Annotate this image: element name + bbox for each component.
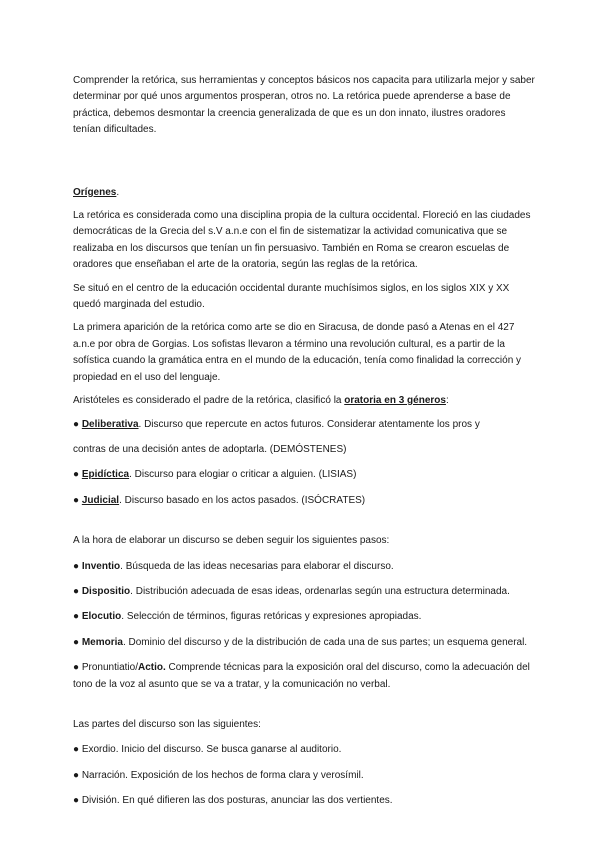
genre-text: . Discurso que repercute en actos futuros. Considerar atentamente los pros y — [138, 418, 480, 430]
genre-text: . Discurso para elogiar o criticar a alguien. (LISIAS) — [129, 469, 357, 481]
step-term: Actio. — [137, 662, 166, 674]
step-text: . Selección de términos, figuras retóricas y expresiones apropiadas. — [121, 611, 422, 623]
step-item-inventio — [73, 559, 535, 575]
bullet-icon: ● — [73, 469, 80, 481]
document-body — [73, 73, 535, 810]
bullet-icon: ● — [73, 744, 80, 756]
genres-link: oratoria en 3 géneros — [344, 395, 446, 407]
p4-after: : — [445, 395, 449, 407]
origins-heading-suffix: . — [116, 186, 120, 198]
bullet-icon: ● — [73, 611, 80, 623]
origins-paragraph-3: La primera aparición de la retórica como arte se dio en Siracusa, de donde pasó a Atenas en el 427 a.n.e por obra de Gorgias. Los sofistas llevaron a término una revolución cultural, es a partir de la sofística cuando la gramática entra en el mundo de la educación, tenía como finalidad la corrección y propiedad en el uso del lenguaje. — [73, 322, 522, 383]
genre-item-deliberativa — [73, 417, 535, 433]
step-text: . Búsqueda de las ideas necesarias para elaborar el discurso. — [120, 560, 394, 572]
step-text: Comprende técnicas para la exposición oral del discurso, como la adecuación del tono de la voz al asunto que se va a tratar, y la comunicación no verbal. — [73, 662, 530, 690]
origins-paragraph-4 — [73, 393, 535, 409]
bullet-icon: ● — [73, 769, 80, 781]
origins-paragraph-1: La retórica es considerada como una disciplina propia de la cultura occidental. Floreció en las ciudades democráticas de la Grecia del s.V a.n.e con el fin de sistematizar la actividad comunicativa que se realizaba en los discursos que tenían un fin persuasivo. También en Roma se crearon escuelas de oradores que enseñaban el arte de la oratoria, según las reglas de la retórica. — [73, 210, 531, 271]
step-term: Elocutio — [81, 611, 122, 623]
section-heading-origins — [73, 185, 535, 201]
part-item-division — [73, 793, 535, 809]
bullet-icon: ● — [73, 560, 80, 572]
intro-paragraph: Comprender la retórica, sus herramientas y conceptos básicos nos capacita para utilizarla mejor y saber determinar por qué unos argumentos prosperan, otros no. La retórica puede aprenderse a base de práctica, debemos desmontar la creencia generalizada de que es un don innato, ilustres oradores tenían dificultades. — [73, 75, 535, 136]
parts-intro: Las partes del discurso son las siguientes: — [73, 718, 261, 730]
bullet-icon: ● — [73, 662, 80, 674]
step-item-elocutio — [73, 609, 535, 625]
part-item-narracion — [73, 768, 535, 784]
bullet-icon: ● — [73, 494, 80, 506]
origins-heading: Orígenes — [73, 186, 117, 198]
step-text: . Distribución adecuada de esas ideas, ordenarlas según una estructura determinada. — [130, 585, 510, 597]
part-text: Narración. Exposición de los hechos de forma clara y verosímil. — [81, 769, 364, 781]
genre-text: . Discurso basado en los actos pasados. (ISÓCRATES) — [119, 494, 366, 506]
genre-term: Epidíctica — [81, 469, 130, 481]
part-item-exordio — [73, 742, 535, 758]
genre-item-deliberativa-cont: contras de una decisión antes de adoptarla. (DEMÓSTENES) — [73, 443, 347, 455]
step-term: Dispositio — [81, 585, 131, 597]
step-item-memoria — [73, 635, 535, 651]
part-text: Exordio. Inicio del discurso. Se busca ganarse al auditorio. — [81, 744, 342, 756]
step-term: Inventio — [81, 560, 121, 572]
step-term: Memoria — [81, 636, 123, 648]
bullet-icon: ● — [73, 585, 80, 597]
bullet-icon: ● — [73, 636, 80, 648]
step-term-plain: Pronuntiatio/ — [81, 662, 138, 674]
bullet-icon: ● — [73, 418, 80, 430]
origins-paragraph-2: Se situó en el centro de la educación occidental durante muchísimos siglos, en los siglos XIX y XX quedó marginada del estudio. — [73, 282, 510, 311]
genre-item-judicial — [73, 493, 535, 509]
genre-item-epidictica — [73, 467, 535, 483]
genre-term: Judicial — [81, 494, 120, 506]
step-item-pronuntiatio — [73, 660, 535, 693]
part-text: División. En qué difieren las dos posturas, anunciar las dos vertientes. — [81, 795, 393, 807]
step-item-dispositio — [73, 584, 535, 600]
bullet-icon: ● — [73, 795, 80, 807]
step-text: . Dominio del discurso y de la distribución de cada una de sus partes; un esquema general. — [122, 636, 528, 648]
steps-intro: A la hora de elaborar un discurso se deben seguir los siguientes pasos: — [73, 535, 390, 547]
p4-before: Aristóteles es considerado el padre de la retórica, clasificó la — [73, 395, 345, 407]
genre-term: Deliberativa — [81, 418, 139, 430]
